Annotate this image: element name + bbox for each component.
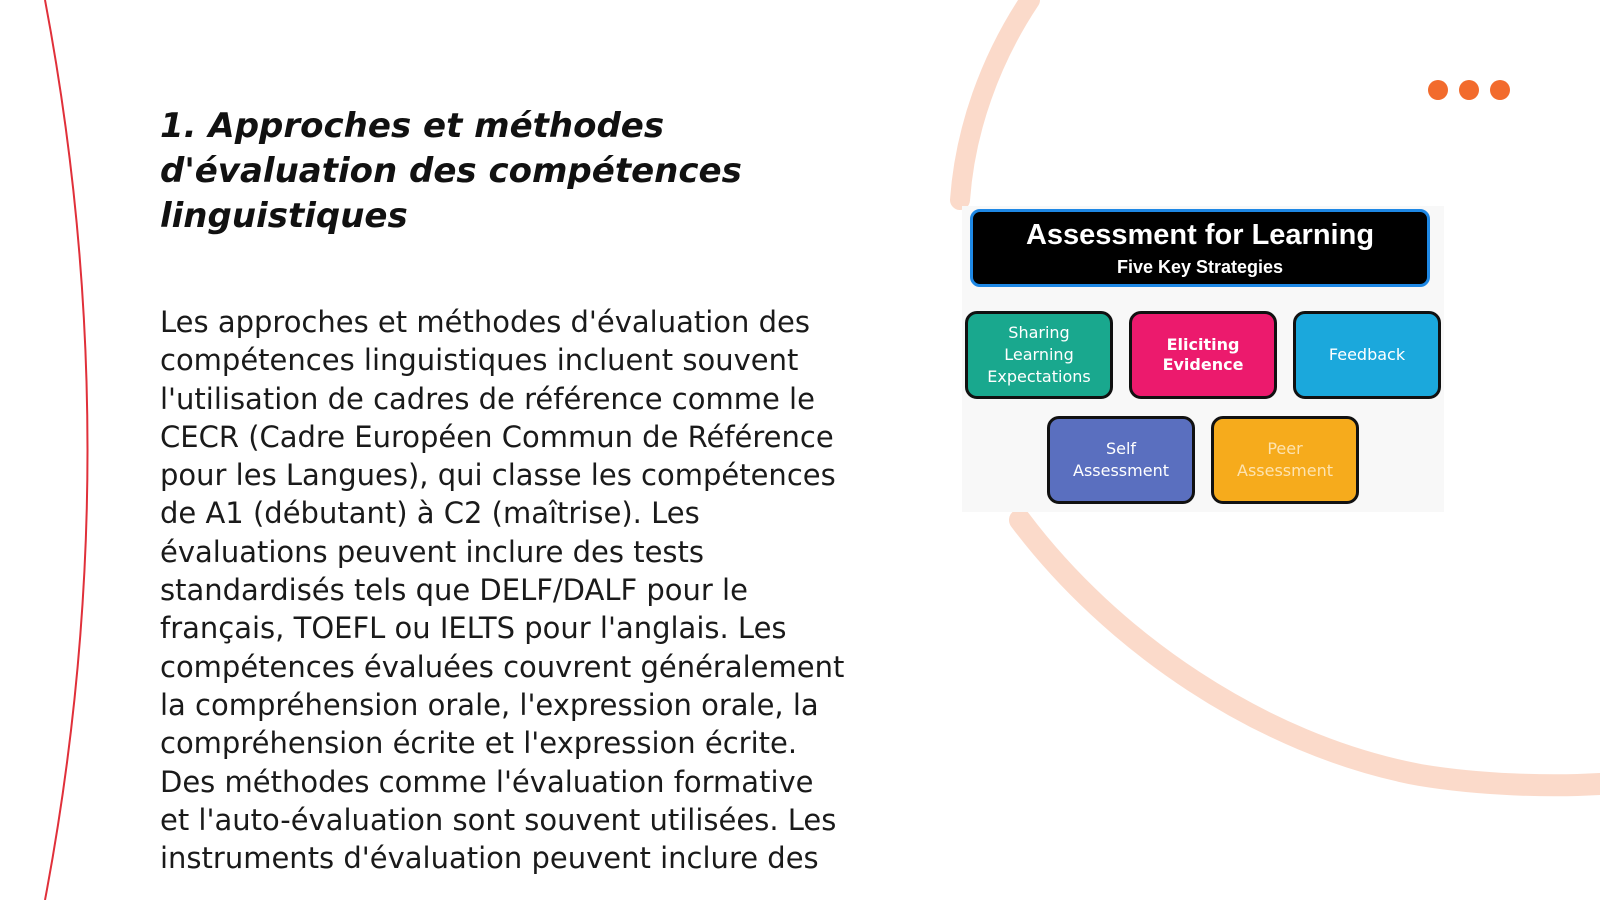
slide-heading: 1. Approches et méthodes d'évaluation des compétences linguistiques bbox=[160, 106, 742, 236]
dot bbox=[1459, 80, 1479, 100]
strategy-self-assessment: Self Assessment bbox=[1047, 416, 1195, 504]
left-red-arc bbox=[45, 0, 88, 900]
strategy-sharing-learning-expectations: Sharing Learning Expectations bbox=[965, 311, 1113, 399]
assessment-for-learning-figure bbox=[962, 206, 1444, 512]
slide-body-text: Les approches et méthodes d'évaluation des compétences linguistiques incluent souvent l'utilisation de cadres de référence comme le CECR (Cadre Européen Commun de Référence pour les Langues), qui classe les compétences de A1 (débutant) à C2 (maîtrise). Les évaluations peuvent inclure des tests standardisés tels que DELF/DALF pour le français, TOEFL ou IELTS pour l'anglais. Les compétences évaluées couvrent généralement la compréhension orale, l'expression orale, la compréhension écrite et l'expression écrite. Des méthodes comme l'évaluation formative et l'auto-évaluation sont souvent utilisées. Les instruments d'évaluation peuvent inclure des bbox=[160, 305, 845, 876]
dot bbox=[1428, 80, 1448, 100]
orange-ring-bottom-arc bbox=[1020, 520, 1600, 785]
three-dots-icon[interactable] bbox=[1428, 80, 1510, 100]
orange-ring-top-arc bbox=[960, 0, 1030, 200]
figure-subtitle: Five Key Strategies bbox=[1116, 257, 1284, 277]
dot bbox=[1490, 80, 1510, 100]
strategy-peer-assessment: Peer Assessment bbox=[1211, 416, 1359, 504]
strategy-feedback: Feedback bbox=[1293, 311, 1441, 399]
figure-header bbox=[970, 209, 1430, 287]
figure-title: Assessment for Learning bbox=[1025, 219, 1375, 251]
strategy-eliciting-evidence: Eliciting Evidence bbox=[1129, 311, 1277, 399]
